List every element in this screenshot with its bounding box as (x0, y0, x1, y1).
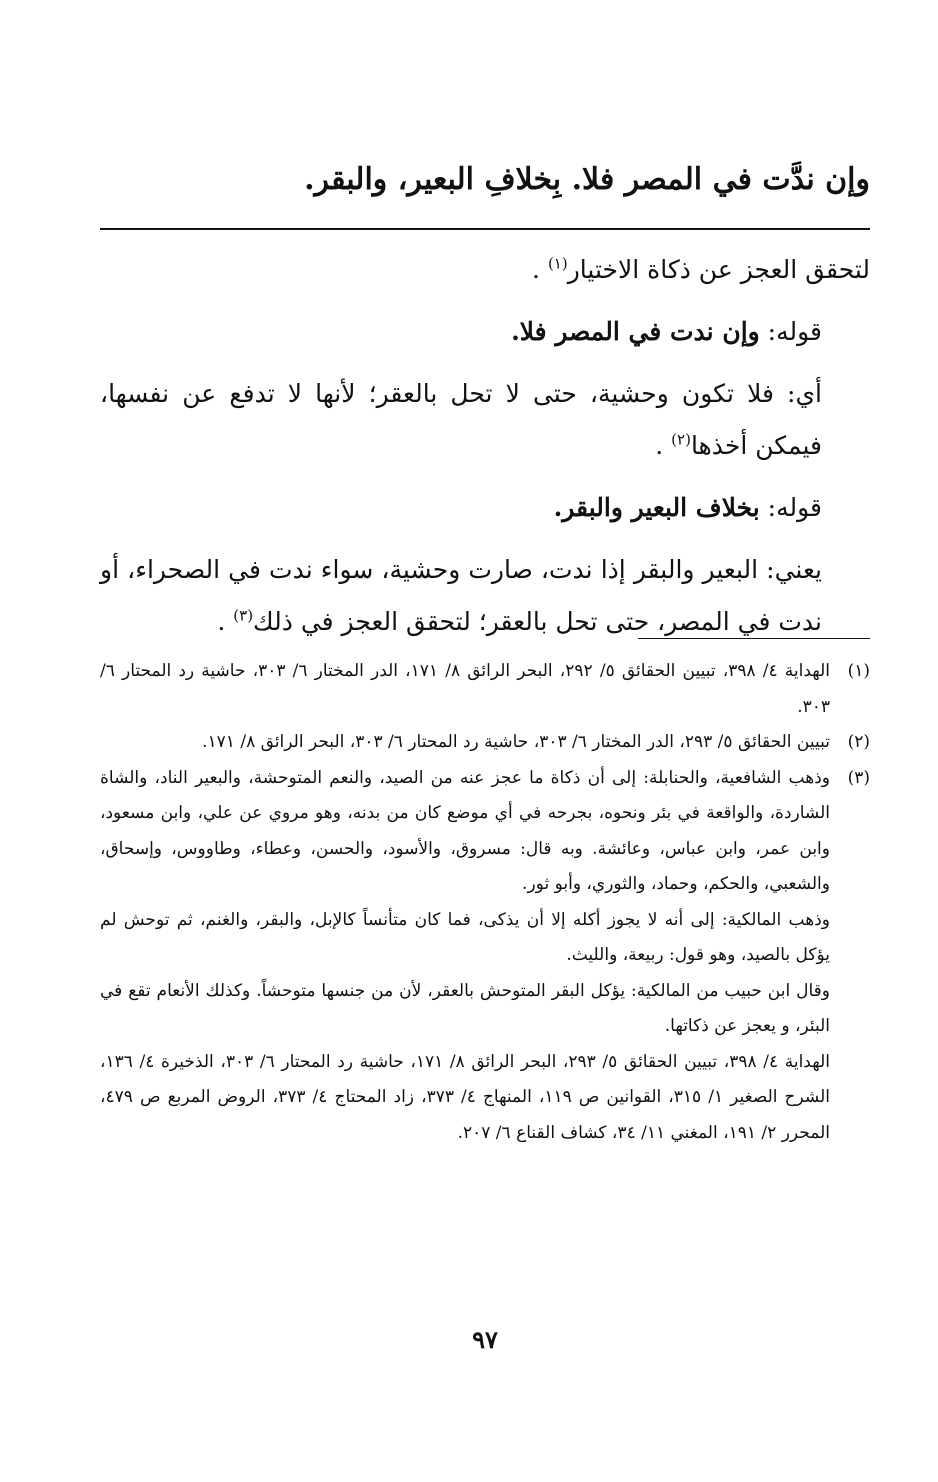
commentary-body (100, 244, 870, 658)
footnote-number: (٢) (847, 732, 870, 752)
footnote-ref[interactable]: (٢) (671, 430, 691, 449)
footnote-text: وقال ابن حبيب من المالكية: يؤكل البقر المتوحش بالعقر، لأن من جنسها متوحشاً. وكذلك الأنعام تقع في البئر، و يعجز عن ذكاتها. (100, 980, 830, 1036)
commentary-paragraph (100, 244, 870, 296)
quote-bold: بخلاف البعير والبقر. (553, 493, 760, 522)
footnote-divider (638, 638, 870, 639)
quote-prefix: قوله: (759, 317, 822, 346)
commentary-paragraph (100, 368, 870, 472)
footnote-item (100, 654, 870, 725)
footnote-number: (٣) (847, 767, 870, 788)
commentary-paragraph (100, 544, 870, 648)
footnote-ref[interactable]: (٣) (233, 606, 254, 625)
footnote-item (100, 725, 870, 761)
quote-bold: وإن ندت في المصر فلا. (511, 317, 760, 346)
footnote-text: الهداية ٤/ ٣٩٨، تبيين الحقائق ٥/ ٢٩٢، البحر الرائق ٨/ ١٧١، الدر المختار ٦/ ٣٠٣، حاشية رد المحتار ٦/ ٣٠٣. (100, 661, 831, 717)
book-page (100, 0, 870, 1482)
paragraph-end: . (655, 431, 664, 460)
paragraph-text: يعني: البعير والبقر إذا ندت، صارت وحشية، سواء ندت في الصحراء، أو ندت في المصر، حتى تحل بالعقر؛ لتحقق العجز في ذلك (100, 555, 822, 636)
footnote-item (100, 761, 870, 1152)
paragraph-text: لتحقق العجز عن ذكاة الاختيار (567, 255, 870, 284)
paragraph-text: أي: فلا تكون وحشية، حتى لا تحل بالعقر؛ لأنها لا تدفع عن نفسها، فيمكن أخذها (100, 379, 822, 460)
footnote-number: (١) (847, 661, 870, 681)
quote-paragraph (100, 306, 870, 358)
footnote-ref[interactable]: (١) (547, 254, 568, 273)
paragraph-end: . (217, 607, 226, 636)
quote-prefix: قوله: (759, 493, 822, 522)
header-divider (100, 228, 870, 230)
matn-header: وإن ندَّت في المصر فلا. بِخلافِ البعير، والبقر. (304, 162, 870, 197)
footnote-text: تبيين الحقائق ٥/ ٢٩٣، الدر المختار ٦/ ٣٠٣، حاشية رد المحتار ٦/ ٣٠٣، البحر الرائق ٨/ ١٧١. (202, 732, 830, 752)
page-number: ٩٧ (472, 1325, 498, 1354)
footnote-text: وذهب المالكية: إلى أنه لا يجوز أكله إلا أن يذكى، فما كان متأنساً كالإبل، والبقر، والغنم، ثم توحش لم يؤكل بالصيد، وهو قول: ربيعة، والليث. (100, 909, 830, 965)
footnotes (100, 654, 870, 1151)
footnote-text: الهداية ٤/ ٣٩٨، تبيين الحقائق ٥/ ٢٩٣، البحر الرائق ٨/ ١٧١، حاشية رد المحتار ٦/ ٣٠٣، الذخيرة ٤/ ١٣٦، الشرح الصغير ١/ ٣١٥، القوانين ص ١١٩، المنهاج ٤/ ٣٧٣، زاد المحتاج ٤/ ٣٧٣، الروض المربع ص ٤٧٩، المحرر ٢/ ١٩١، المغني ١١/ ٣٤، كشاف القناع ٦/ ٢٠٧. (100, 1051, 830, 1143)
paragraph-end: . (532, 255, 540, 284)
quote-paragraph (100, 482, 870, 534)
footnote-text: وذهب الشافعية، والحنابلة: إلى أن ذكاة ما عجز عنه من الصيد، والنعم المتوحشة، والبعير الناد، والشاة الشاردة، والواقعة في بئر ونحوه، بجرحه في أي موضع كان من بدنه، وهو مروي عن علي، وابن مسعود، وابن عمر، وابن عباس، وعائشة. وبه قال: مسروق، والأسود، والحسن، وعطاء، وطاووس، وإسحاق، والشعبي، والحكم، وحماد، والثوري، وأبو ثور. (100, 767, 830, 894)
